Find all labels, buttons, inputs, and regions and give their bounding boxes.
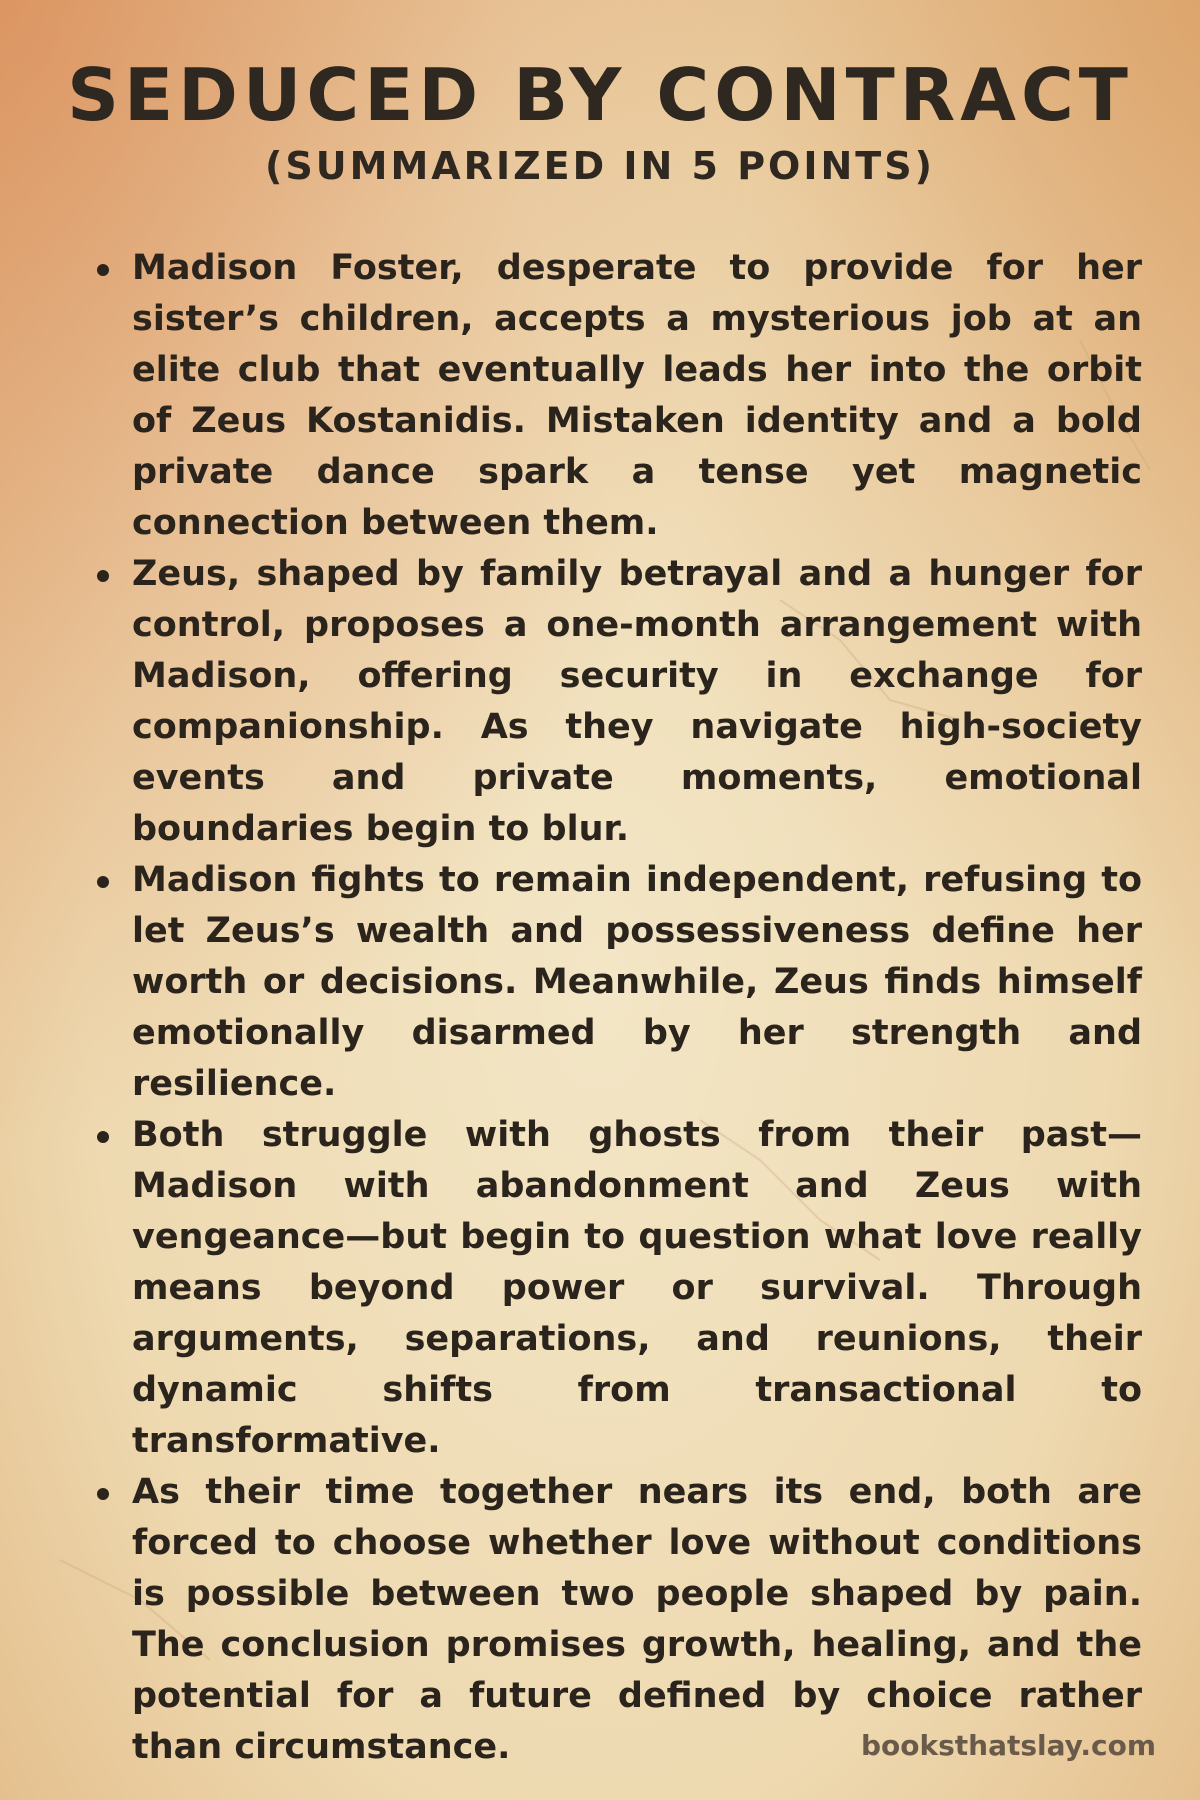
header	[0, 52, 1200, 190]
summary-points-list	[92, 243, 1142, 1773]
bullet-icon	[97, 264, 109, 276]
page-subtitle: (SUMMARIZED IN 5 POINTS)	[265, 144, 935, 188]
summary-point-4	[92, 1110, 1142, 1467]
summary-point-3	[92, 855, 1142, 1110]
summary-point-1	[92, 243, 1142, 549]
summary-point-text: Madison fights to remain independent, refusing to let Zeus’s wealth and possessiveness define her worth or decisions. Meanwhile, Zeus finds himself emotionally disarmed by her strength and resilience.	[132, 860, 1142, 1104]
bullet-icon	[97, 1488, 109, 1500]
site-watermark: booksthatslay.com	[860, 1729, 1156, 1762]
bullet-icon	[97, 876, 109, 888]
summary-point-text: Zeus, shaped by family betrayal and a hunger for control, proposes a one-month arrangement with Madison, offering security in exchange for companionship. As they navigate high-society events and private moments, emotional boundaries begin to blur.	[132, 554, 1142, 849]
summary-point-text: Both struggle with ghosts from their past—Madison with abandonment and Zeus with vengeance—but begin to question what love really means beyond power or survival. Through arguments, separations, and reunions, their dynamic shifts from transactional to transformative.	[132, 1115, 1142, 1461]
bullet-icon	[97, 570, 109, 582]
page-title: SEDUCED BY CONTRACT	[67, 53, 1133, 137]
summary-point-text: As their time together nears its end, both are forced to choose whether love without conditions is possible between two people shaped by pain. The conclusion promises growth, healing, and the potential for a future defined by choice rather than circumstance.	[132, 1472, 1142, 1767]
summary-point-text: Madison Foster, desperate to provide for her sister’s children, accepts a mysterious job at an elite club that eventually leads her into the orbit of Zeus Kostanidis. Mistaken identity and a bold private dance spark a tense yet magnetic connection between them.	[132, 248, 1142, 543]
summary-point-5	[92, 1467, 1142, 1773]
summary-point-2	[92, 549, 1142, 855]
bullet-icon	[97, 1131, 109, 1143]
